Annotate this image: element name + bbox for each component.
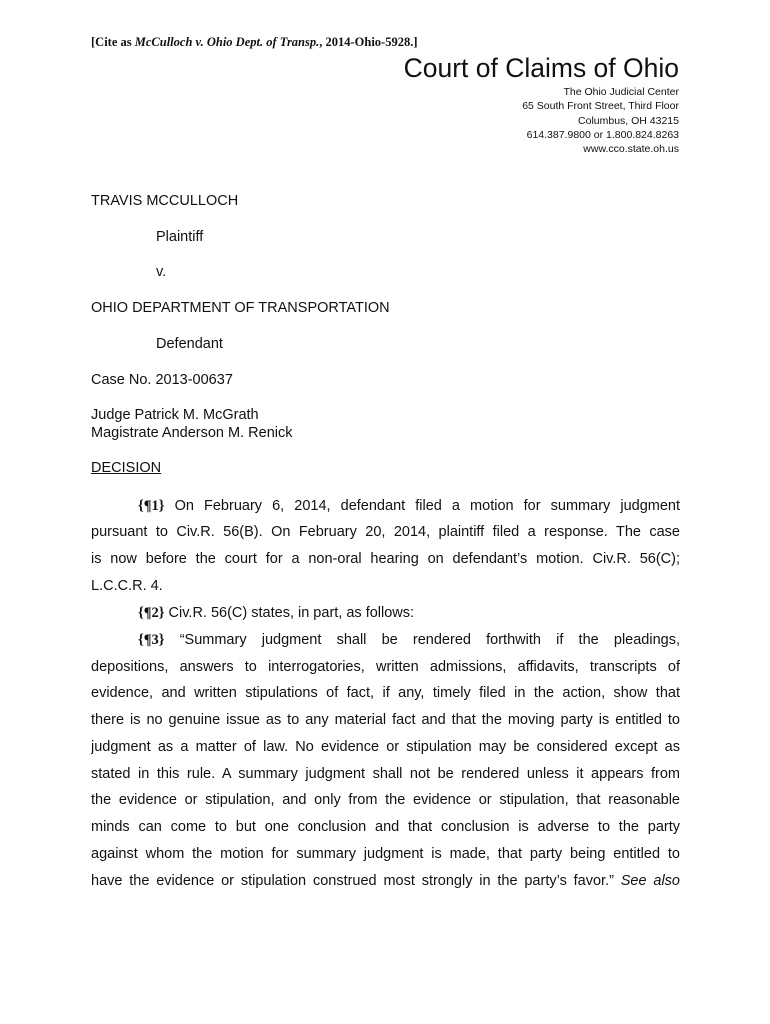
p1-line-3: is now before the court for a non-oral hearing on defendant’s motion. Civ.R. 56(C);	[91, 551, 680, 567]
court-title: Court of Claims of Ohio	[403, 53, 679, 83]
plaintiff-role: Plaintiff	[156, 229, 204, 245]
decision-heading: DECISION	[91, 460, 162, 476]
p3-line-1: {¶3} “Summary judgment shall be rendered forthwith if the pleadings,	[138, 632, 680, 648]
versus: v.	[156, 264, 167, 280]
paragraph-mark: {¶2}	[138, 605, 165, 621]
address-line-2: 65 South Front Street, Third Floor	[522, 100, 679, 113]
citation-header	[91, 35, 418, 50]
p3-line-8: minds can come to but one conclusion and that conclusion is adverse to the party	[91, 819, 680, 835]
p3-line-3: evidence, and written stipulations of fact, if any, timely filed in the action, show that	[91, 685, 680, 701]
cite-case-name: McCulloch v. Ohio Dept. of Transp.	[134, 35, 320, 49]
address-line-1: The Ohio Judicial Center	[563, 86, 679, 98]
paragraph-mark: {¶3}	[138, 632, 165, 648]
paragraph-mark: {¶1}	[138, 498, 165, 514]
address-line-3: Columbus, OH 43215	[578, 114, 679, 127]
p3-line-2: depositions, answers to interrogatories, written admissions, affidavits, transcripts of	[91, 659, 680, 675]
p3-line-7: the evidence or stipulation, and only from the evidence or stipulation, that reasonable	[91, 792, 680, 808]
p3-line-4: there is no genuine issue as to any material fact and that the moving party is entitled to	[91, 712, 680, 728]
judge-name: Judge Patrick M. McGrath	[91, 407, 259, 423]
p2-line: {¶2} Civ.R. 56(C) states, in part, as follows:	[138, 605, 415, 621]
cite-prefix: [Cite as	[91, 35, 135, 49]
plaintiff-name: TRAVIS MCCULLOCH	[91, 193, 239, 209]
p3-line-5: judgment as a matter of law. No evidence or stipulation may be considered except as	[91, 739, 680, 755]
p1-line-2: pursuant to Civ.R. 56(B). On February 20, 2014, plaintiff filed a response. The case	[91, 524, 680, 540]
cite-suffix: , 2014-Ohio-5928.]	[319, 35, 418, 49]
p3-line-6: stated in this rule. A summary judgment shall not be rendered unless it appears from	[91, 766, 680, 782]
court-address	[279, 85, 679, 156]
p3-line-9: against whom the motion for summary judgment is made, that party being entitled to	[91, 846, 680, 862]
see-also-signal: See also	[620, 873, 680, 889]
p1-line-4: L.C.C.R. 4.	[91, 578, 163, 594]
case-number: Case No. 2013-00637	[91, 372, 233, 388]
address-line-5: www.cco.state.oh.us	[583, 143, 679, 156]
p1-line-1: {¶1} On February 6, 2014, defendant filed a motion for summary judgment	[138, 498, 680, 514]
magistrate-name: Magistrate Anderson M. Renick	[91, 425, 293, 441]
address-line-4: 614.387.9800 or 1.800.824.8263	[526, 128, 679, 141]
p3-line-10: have the evidence or stipulation construed most strongly in the party’s favor.” See also	[91, 873, 680, 889]
defendant-role: Defendant	[156, 336, 223, 352]
defendant-name: OHIO DEPARTMENT OF TRANSPORTATION	[91, 300, 390, 316]
